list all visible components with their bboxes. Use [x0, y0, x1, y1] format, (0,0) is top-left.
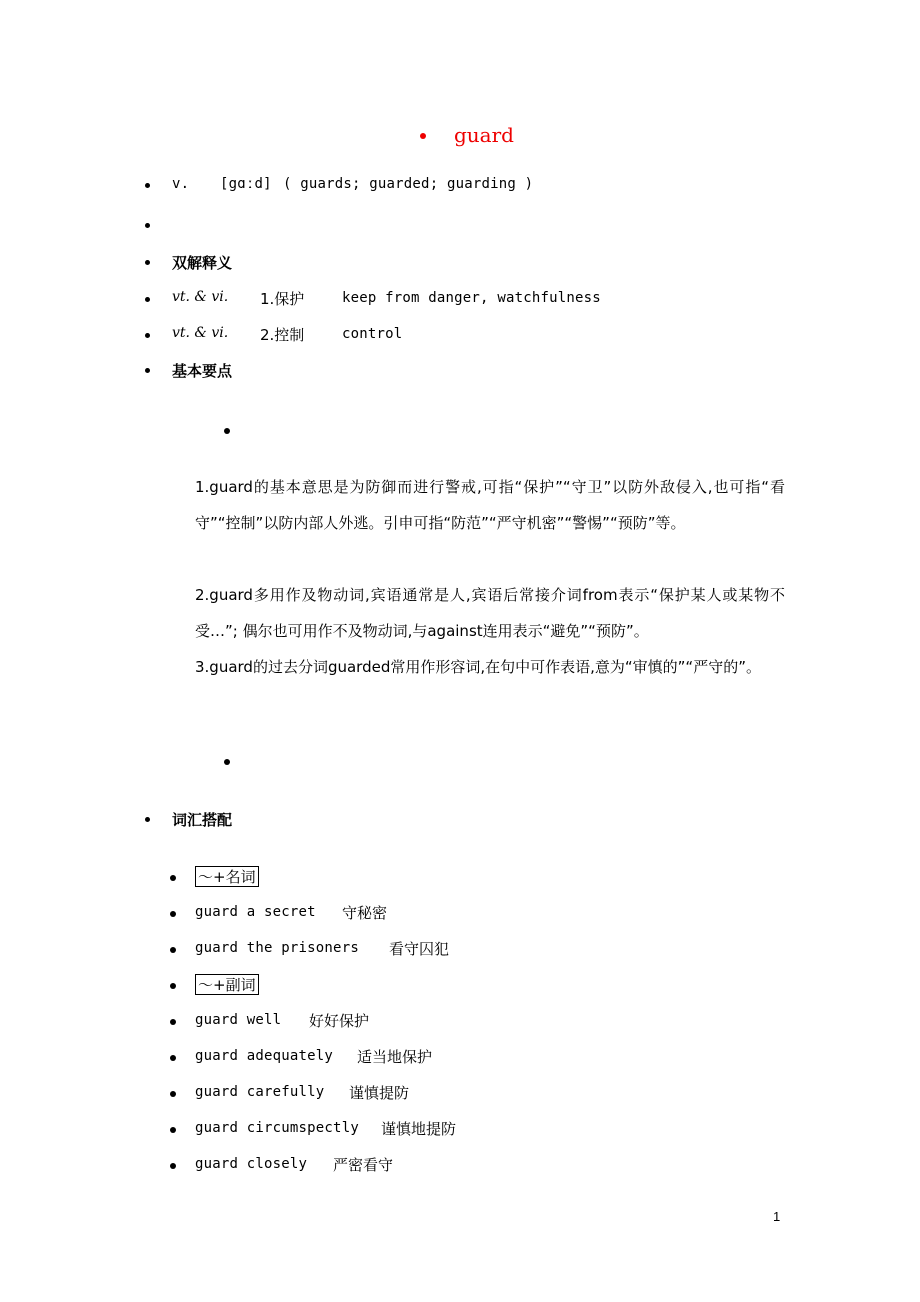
- bullet: [145, 297, 150, 302]
- bullet: [170, 911, 176, 917]
- definition-pos: vt. & vi.: [172, 289, 229, 305]
- bullet: [170, 1127, 176, 1133]
- bullet: [170, 1091, 176, 1097]
- bullet: [145, 333, 150, 338]
- section-heading-collocations: 词汇搭配: [172, 811, 233, 829]
- page-number: 1: [773, 1209, 781, 1224]
- collocation-phrase: guard adequately: [195, 1048, 334, 1064]
- collocation-meaning: 好好保护: [309, 1012, 370, 1030]
- collocation-label: [195, 866, 259, 887]
- key-point-paragraph: 2.guard多用作及物动词,宾语通常是人,宾语后常接介词from表示“保护某人或某物不受…”; 偶尔也可用作不及物动词,与against连用表示“避免”“预防”。: [195, 586, 785, 640]
- collocation-label-box: 〜+名词: [195, 866, 259, 887]
- bullet: [170, 983, 176, 989]
- collocation-meaning: 谨慎地提防: [381, 1120, 457, 1138]
- inflected-forms: ( guards; guarded; guarding ): [283, 176, 534, 192]
- collocation-meaning: 适当地保护: [357, 1048, 433, 1066]
- bullet: [170, 1019, 176, 1025]
- section-heading-key-points: 基本要点: [172, 362, 233, 380]
- definition-sense: 1.保护: [260, 290, 305, 308]
- definition-english: keep from danger, watchfulness: [342, 290, 601, 306]
- collocation-meaning: 谨慎提防: [349, 1084, 410, 1102]
- bullet: [145, 260, 150, 265]
- collocation-phrase: guard the prisoners: [195, 940, 359, 956]
- key-point-paragraph: 3.guard的过去分词guarded常用作形容词,在句中可作表语,意为“审慎的”“严守的”。: [195, 658, 761, 676]
- collocation-label: [195, 974, 259, 995]
- collocation-phrase: guard circumspectly: [195, 1120, 359, 1136]
- collocation-phrase: guard a secret: [195, 904, 316, 920]
- bullet: [145, 817, 150, 822]
- bullet: [170, 1055, 176, 1061]
- section-heading-definitions: 双解释义: [172, 254, 233, 272]
- collocation-phrase: guard carefully: [195, 1084, 325, 1100]
- definition-sense: 2.控制: [260, 326, 305, 344]
- collocation-phrase: guard closely: [195, 1156, 308, 1172]
- collocation-label-box: 〜+副词: [195, 974, 259, 995]
- collocation-meaning: 严密看守: [333, 1156, 394, 1174]
- definition-english: control: [342, 326, 403, 342]
- page-title: guard: [454, 123, 514, 147]
- part-of-speech: v.: [172, 176, 190, 192]
- bullet: [145, 183, 150, 188]
- bullet: [170, 1163, 176, 1169]
- bullet: [224, 759, 230, 765]
- key-point-paragraph: 1.guard的基本意思是为防御而进行警戒,可指“保护”“守卫”以防外敌侵入,也可指“看守”“控制”以防内部人外逃。引申可指“防范”“严守机密”“警惕”“预防”等。: [195, 478, 785, 532]
- bullet: [145, 368, 150, 373]
- phonetic: [gɑːd]: [220, 176, 272, 192]
- collocation-meaning: 守秘密: [342, 904, 388, 922]
- definition-pos: vt. & vi.: [172, 325, 229, 341]
- collocation-phrase: guard well: [195, 1012, 282, 1028]
- bullet: [145, 223, 150, 228]
- title-bullet: [420, 133, 426, 139]
- bullet: [170, 947, 176, 953]
- collocation-meaning: 看守囚犯: [389, 940, 450, 958]
- bullet: [170, 875, 176, 881]
- bullet: [224, 428, 230, 434]
